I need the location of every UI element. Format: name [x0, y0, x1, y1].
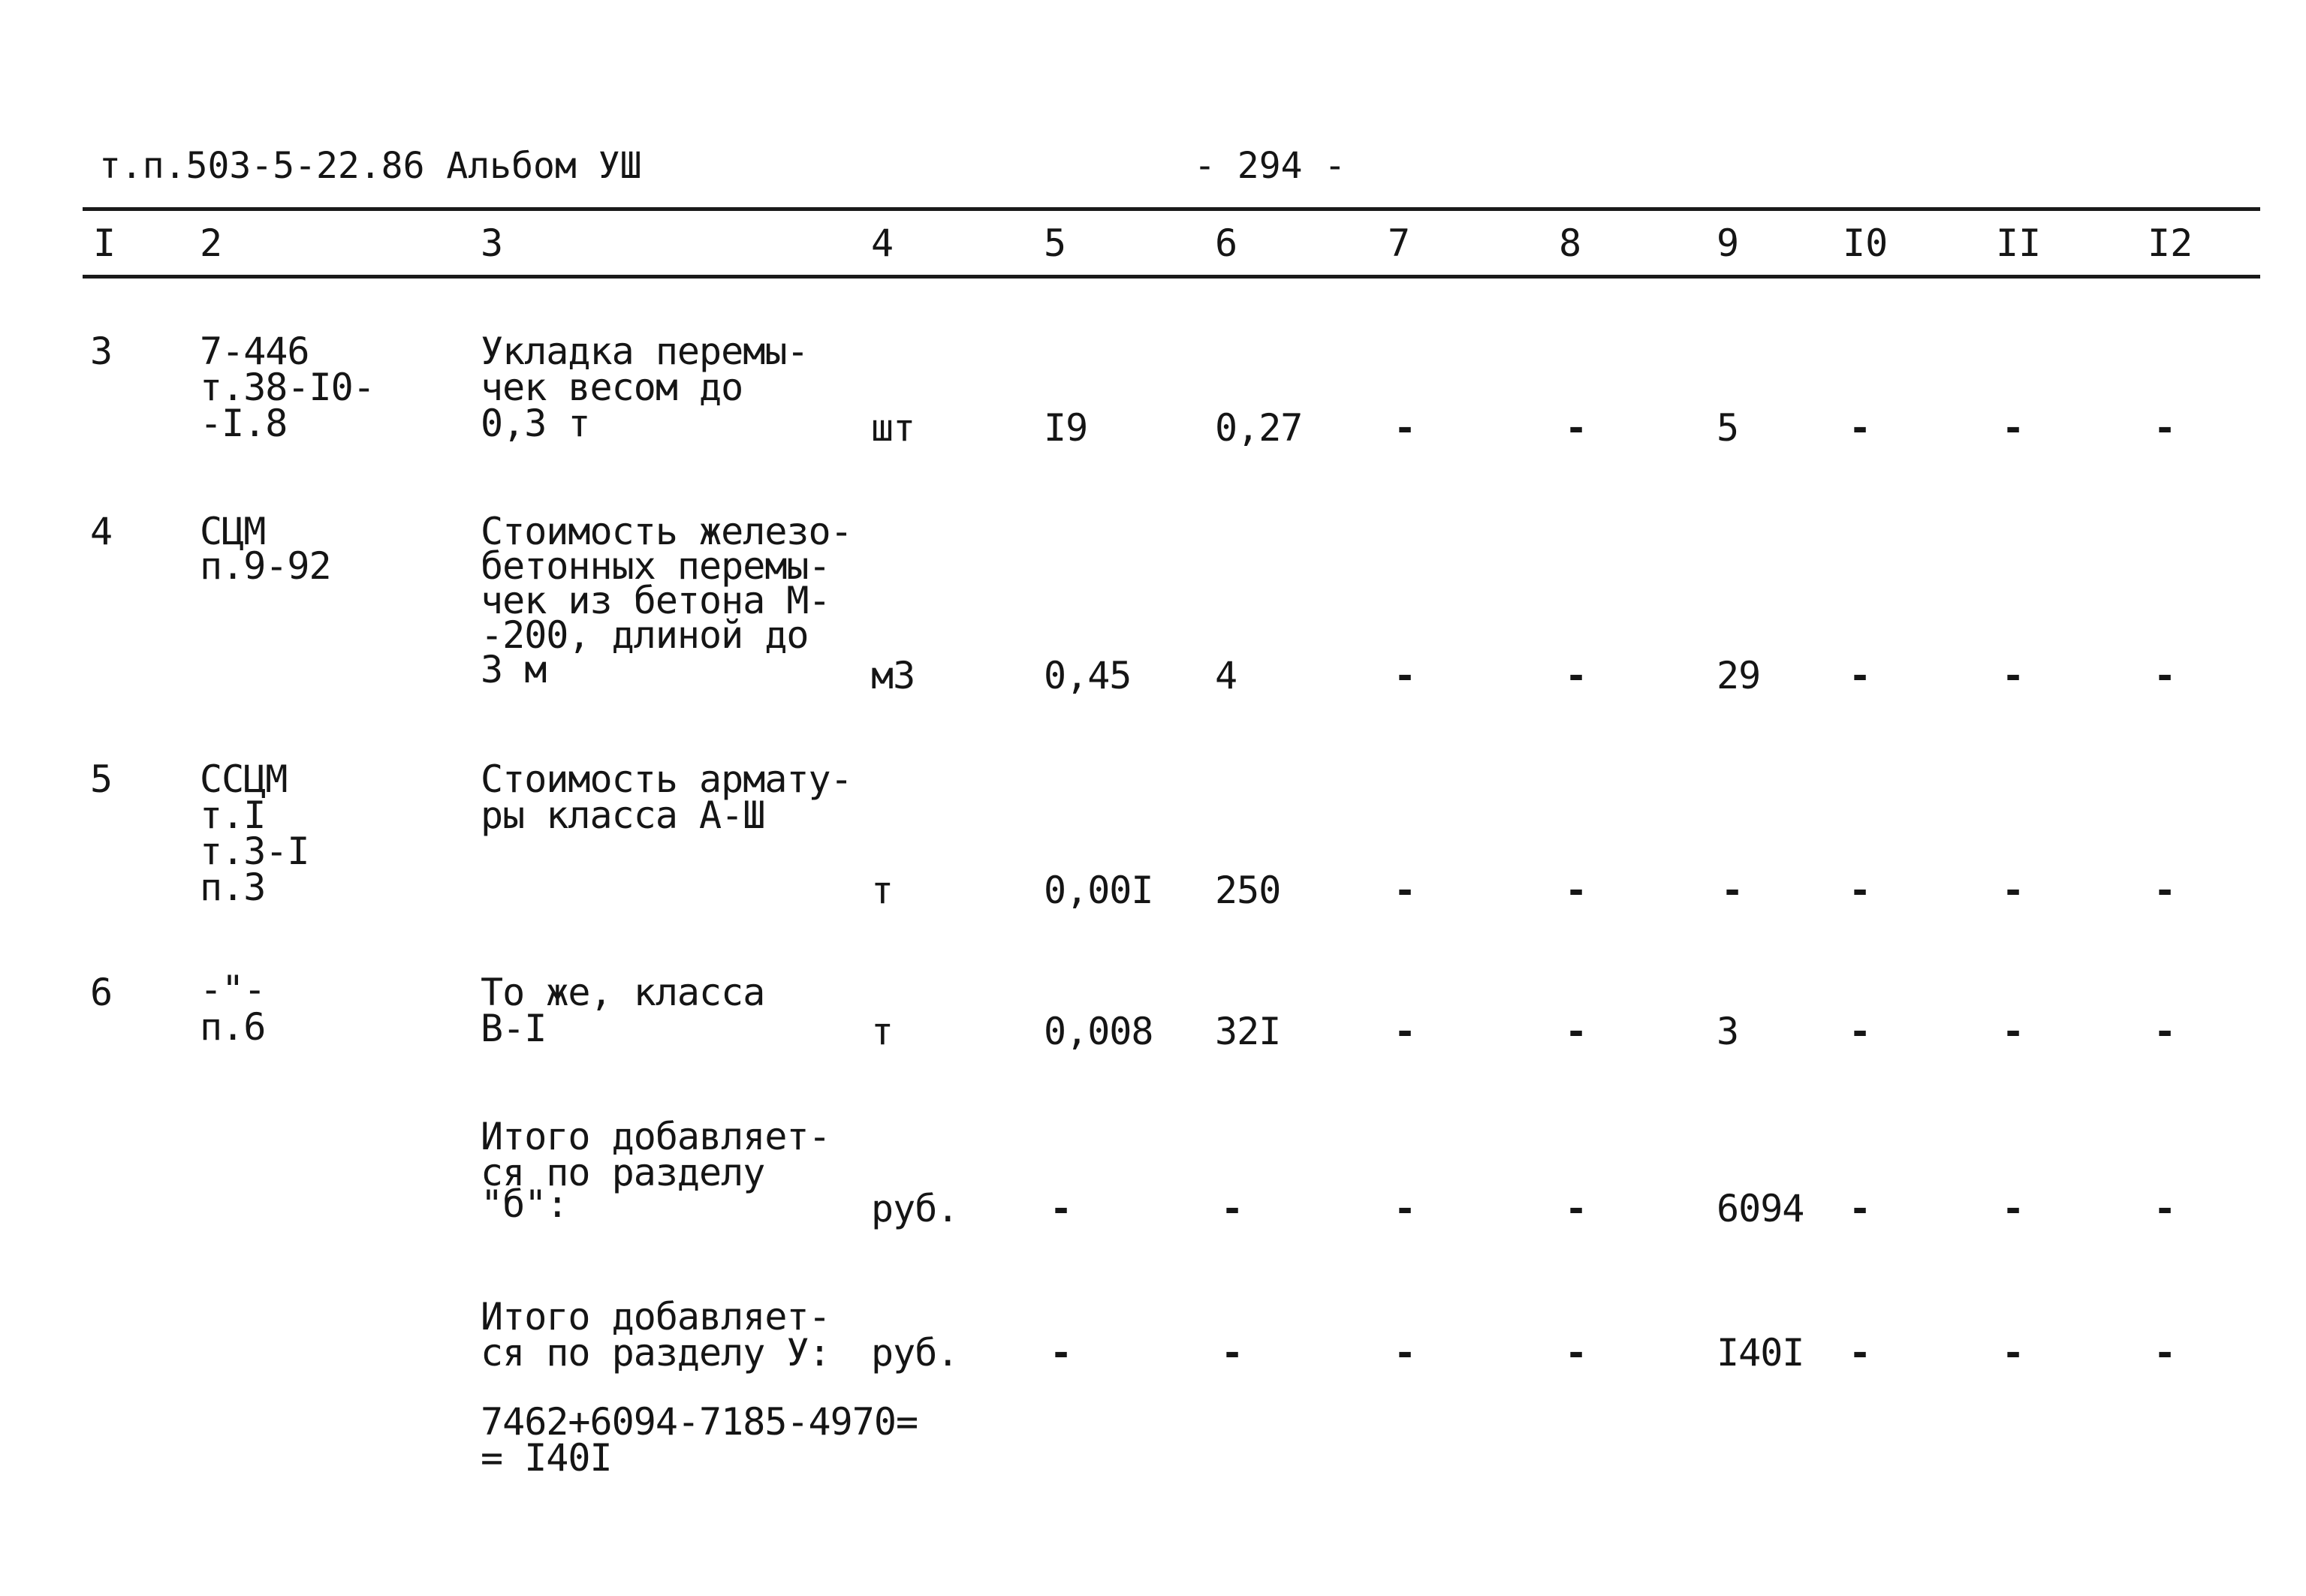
total-cost: - — [1721, 869, 1744, 912]
cell-c7: - — [1394, 1010, 1417, 1053]
header-top-rule — [83, 207, 2260, 211]
row-number: 3 — [90, 330, 113, 373]
quantity: 0,008 — [1044, 1010, 1153, 1053]
total-cost: 5 — [1717, 406, 1739, 450]
work-description: Стоимость железо- — [481, 510, 852, 553]
total-cost: I40I — [1717, 1331, 1804, 1375]
work-description: Стоимость армату- — [481, 757, 852, 801]
page-number: - 294 - — [1194, 145, 1346, 187]
total-label: ся по разделу — [481, 1151, 765, 1194]
rate-code: т.3-I — [200, 830, 309, 873]
calculation-formula: 7462+6094-7185-4970= — [481, 1400, 918, 1444]
rate-code: ССЦМ — [200, 757, 288, 801]
cell-c10: - — [1849, 869, 1872, 912]
unit-cost: 0,27 — [1215, 406, 1303, 450]
document-reference: т.п.503-5-22.86 Альбом УШ — [99, 145, 642, 187]
unit: шт — [871, 406, 915, 450]
total-cost: 3 — [1717, 1010, 1739, 1053]
rate-code: СЦМ — [200, 510, 266, 553]
cell-c6: - — [1221, 1331, 1244, 1375]
rate-code: п.9-92 — [200, 544, 331, 588]
work-description: чек весом до — [481, 366, 743, 409]
column-number: 4 — [871, 221, 894, 265]
work-description: В-I — [481, 1007, 547, 1050]
column-number: 8 — [1559, 221, 1582, 265]
unit-cost: 250 — [1215, 869, 1281, 912]
column-number: 5 — [1044, 221, 1067, 265]
total-cost: 29 — [1717, 654, 1761, 697]
rate-code: 7-446 — [200, 330, 309, 373]
column-number: II — [1996, 221, 2042, 265]
column-number: I — [93, 221, 116, 265]
cell-c12: - — [2154, 1331, 2177, 1375]
total-label: ся по разделу У: — [481, 1331, 830, 1375]
total-label: "б": — [481, 1182, 568, 1226]
quantity: 0,00I — [1044, 869, 1153, 912]
work-description: -200, длиной до — [481, 613, 809, 657]
cell-c10: - — [1849, 1331, 1872, 1375]
column-number: 7 — [1388, 221, 1411, 265]
work-description: Укладка перемы- — [481, 330, 809, 373]
total-cost: 6094 — [1717, 1187, 1804, 1230]
unit-cost: 4 — [1215, 654, 1237, 697]
rate-code: п.3 — [200, 866, 266, 909]
work-description: То же, класса — [481, 971, 765, 1014]
cell-c6: - — [1221, 1187, 1244, 1230]
header-bottom-rule — [83, 275, 2260, 279]
rate-code: -"- — [200, 968, 266, 1011]
cell-c8: - — [1565, 654, 1588, 697]
cell-c7: - — [1394, 869, 1417, 912]
work-description: 0,3 т — [481, 402, 590, 445]
calculation-formula: = I40I — [481, 1436, 612, 1480]
cell-c12: - — [2154, 654, 2177, 697]
work-description: ры класса А-Ш — [481, 793, 765, 837]
cell-c12: - — [2154, 1187, 2177, 1230]
cell-c10: - — [1849, 1010, 1872, 1053]
column-number: 2 — [200, 221, 223, 265]
cell-c5: - — [1050, 1331, 1073, 1375]
row-number: 4 — [90, 510, 113, 553]
column-number: 3 — [481, 221, 504, 265]
unit: руб. — [871, 1187, 959, 1230]
cell-c12: - — [2154, 406, 2177, 450]
cell-c12: - — [2154, 1010, 2177, 1053]
cell-c11: - — [2002, 1187, 2025, 1230]
cell-c11: - — [2002, 654, 2025, 697]
cell-c10: - — [1849, 654, 1872, 697]
rate-code: п.6 — [200, 1005, 266, 1049]
cell-c8: - — [1565, 869, 1588, 912]
rate-code: -I.8 — [200, 402, 288, 445]
cell-c11: - — [2002, 1331, 2025, 1375]
rate-code: т.38-I0- — [200, 366, 375, 409]
cell-c7: - — [1394, 654, 1417, 697]
unit: т — [871, 1010, 894, 1053]
cell-c8: - — [1565, 1187, 1588, 1230]
total-label: Итого добавляет- — [481, 1115, 830, 1158]
unit-cost: 32I — [1215, 1010, 1281, 1053]
quantity: 0,45 — [1044, 654, 1132, 697]
cell-c7: - — [1394, 406, 1417, 450]
quantity: I9 — [1044, 406, 1088, 450]
column-number: 6 — [1215, 221, 1238, 265]
unit: м3 — [871, 654, 915, 697]
rate-code: т.I — [200, 793, 266, 837]
unit: т — [871, 869, 894, 912]
cell-c8: - — [1565, 406, 1588, 450]
column-number: I2 — [2148, 221, 2193, 265]
cell-c8: - — [1565, 1010, 1588, 1053]
work-description: чек из бетона М- — [481, 579, 830, 622]
total-label: Итого добавляет- — [481, 1295, 830, 1339]
cell-c10: - — [1849, 406, 1872, 450]
cell-c11: - — [2002, 869, 2025, 912]
cell-c11: - — [2002, 406, 2025, 450]
cell-c7: - — [1394, 1331, 1417, 1375]
cell-c10: - — [1849, 1187, 1872, 1230]
cell-c7: - — [1394, 1187, 1417, 1230]
unit: руб. — [871, 1331, 959, 1375]
cell-c12: - — [2154, 869, 2177, 912]
column-number: 9 — [1717, 221, 1740, 265]
row-number: 6 — [90, 971, 113, 1014]
work-description: бетонных перемы- — [481, 544, 830, 588]
cell-c8: - — [1565, 1331, 1588, 1375]
work-description: 3 м — [481, 648, 547, 691]
row-number: 5 — [90, 757, 113, 801]
column-number: I0 — [1843, 221, 1889, 265]
cell-c11: - — [2002, 1010, 2025, 1053]
cell-c5: - — [1050, 1187, 1073, 1230]
